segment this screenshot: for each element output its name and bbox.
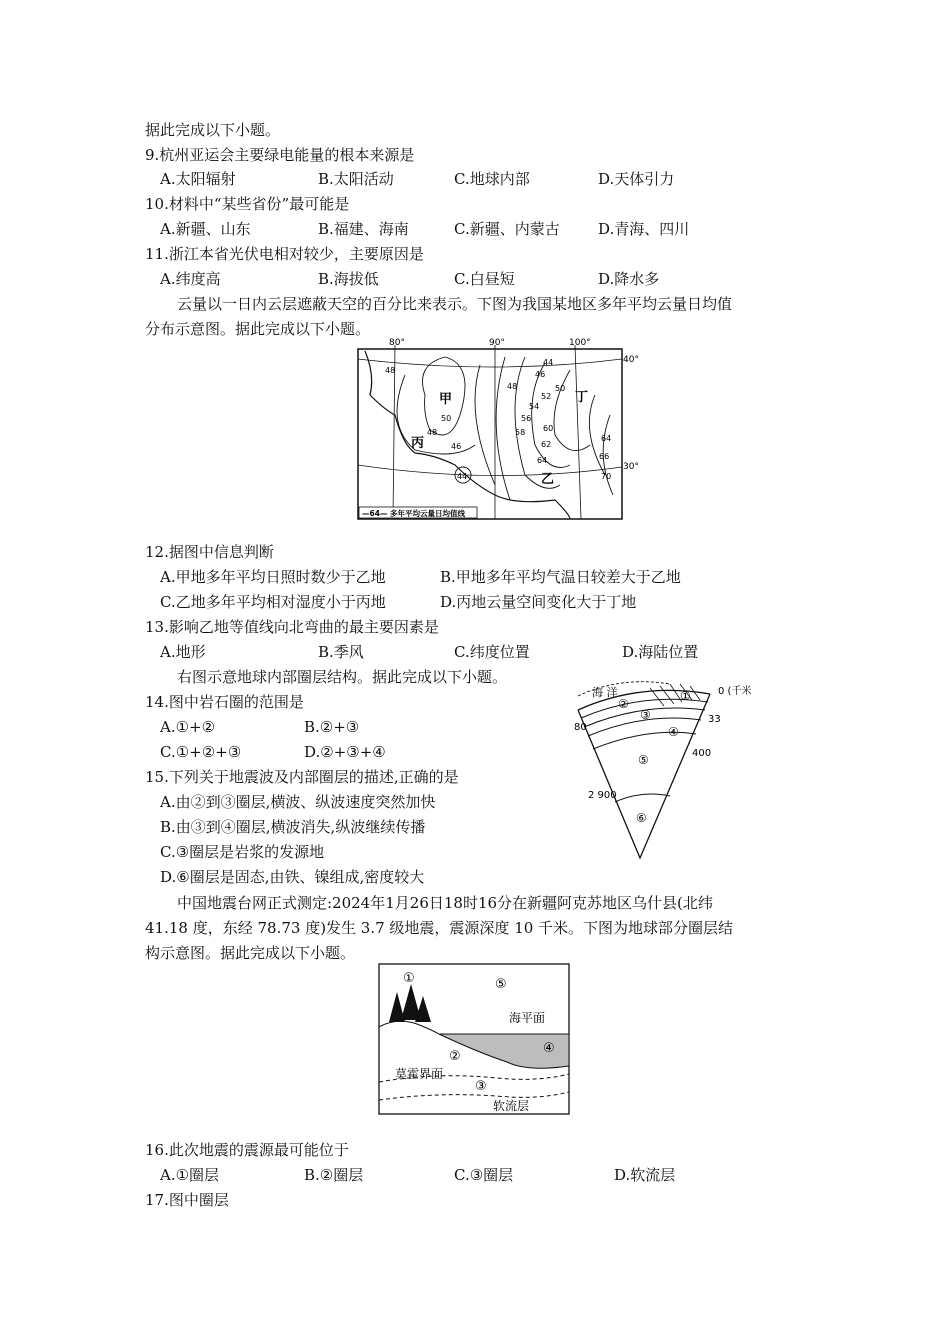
q14-stem: 14.图中岩石圈的范围是 [145,693,304,711]
q14-option-c[interactable]: C.①+②+③ [160,743,242,761]
map-lon-100: 100° [569,338,591,348]
q13-option-d[interactable]: D.海陆位置 [622,643,699,661]
passage4-line2: 41.18 度，东经 78.73 度)发生 3.7 级地震，震源深度 10 千米。下图为地球部分圈层结 [145,919,734,937]
q11-option-a[interactable]: A.纬度高 [160,270,221,288]
passage4-line1: 中国地震台网正式测定:2024年1月26日18时16分在新疆阿克苏地区乌什县(北纬 [177,894,713,912]
depth-80: 80 [574,722,587,733]
q9-option-d[interactable]: D.天体引力 [598,170,675,188]
contour-label: 56 [521,414,532,423]
q17-stem: 17.图中圈层 [145,1191,229,1209]
place-ding: 丁 [575,390,589,405]
depth-33: 33 [708,714,721,725]
q15-option-a[interactable]: A.由②到③圈层,横波、纵波速度突然加快 [160,793,436,811]
map-lat-40: 40° [623,355,639,365]
depth-0: 0 (千米 [718,686,752,697]
q12-option-d[interactable]: D.丙地云量空间变化大于丁地 [440,593,637,611]
q11-option-b[interactable]: B.海拔低 [318,270,379,288]
passage3: 右图示意地球内部圈层结构。据此完成以下小题。 [177,668,508,686]
q15-option-c[interactable]: C.③圈层是岩浆的发源地 [160,843,325,861]
contour-label: 46 [535,370,546,379]
sea-level-label: 海平面 [509,1011,546,1025]
map-lon-80: 80° [389,338,405,348]
q16-option-d[interactable]: D.软流层 [614,1166,676,1184]
map-legend: —64— 多年平均云量日均值线 [362,509,466,518]
earth-layer-5: ⑤ [638,753,649,767]
q12-option-b[interactable]: B.甲地多年平均气温日较差大于乙地 [440,568,681,586]
contour-label: 50 [441,414,452,423]
map-lon-90: 90° [489,338,505,348]
q16-option-a[interactable]: A.①圈层 [160,1166,220,1184]
passage2-line2: 分布示意图。据此完成以下小题。 [145,320,371,338]
q14-option-a[interactable]: A.①+② [160,718,216,736]
crust-layer-1: ① [403,971,415,986]
contour-label: 46 [451,442,462,451]
asthenosphere-label: 软流层 [493,1099,530,1113]
contour-label: 52 [541,392,552,401]
crust-layer-5: ⑤ [495,977,507,992]
earth-interior-diagram [560,672,775,862]
q12-stem: 12.据图中信息判断 [145,543,274,561]
contour-label: 62 [541,440,552,449]
passage2-line1: 云量以一日内云层遮蔽天空的百分比来表示。下图为我国某地区多年平均云量日均值 [177,295,733,313]
q9-stem: 9.杭州亚运会主要绿电能量的根本来源是 [145,146,415,164]
q11-option-d[interactable]: D.降水多 [598,270,660,288]
contour-label: 50 [555,384,566,393]
earth-layer-2: ② [618,697,629,711]
earth-layer-1: ① [680,689,691,703]
contour-label: 44 [457,472,468,481]
q13-option-c[interactable]: C.纬度位置 [454,643,530,661]
q16-option-b[interactable]: B.②圈层 [304,1166,364,1184]
contour-label: 58 [515,428,526,437]
crust-layer-3: ③ [475,1079,487,1094]
crust-section-diagram [377,962,573,1118]
q10-option-c[interactable]: C.新疆、内蒙古 [454,220,560,238]
q13-option-b[interactable]: B.季风 [318,643,364,661]
q15-option-b[interactable]: B.由③到④圈层,横波消失,纵波继续传播 [160,818,426,836]
q14-option-d[interactable]: D.②+③+④ [304,743,386,761]
q11-stem: 11.浙江本省光伏电相对较少，主要原因是 [145,245,424,263]
q11-option-c[interactable]: C.白昼短 [454,270,515,288]
q12-option-c[interactable]: C.乙地多年平均相对湿度小于丙地 [160,593,386,611]
contour-label: 64 [537,456,548,465]
earth-layer-4: ④ [668,725,679,739]
contour-label: 70 [601,472,612,481]
contour-label: 48 [507,382,518,391]
place-yi: 乙 [541,472,555,487]
contour-label: 66 [599,452,610,461]
contour-label: 64 [601,434,612,443]
depth-400: 400 [692,748,712,759]
map-lat-30: 30° [623,462,639,472]
crust-layer-4: ④ [543,1041,555,1056]
q16-option-c[interactable]: C.③圈层 [454,1166,514,1184]
q13-stem: 13.影响乙地等值线向北弯曲的最主要因素是 [145,618,439,636]
intro-tail: 据此完成以下小题。 [145,121,281,139]
q15-option-d[interactable]: D.⑥圈层是固态,由铁、镍组成,密度较大 [160,868,425,886]
earth-layer-6: ⑥ [636,811,647,825]
earth-ocean-label: 海 洋 [592,686,618,699]
contour-label: 54 [529,402,540,411]
place-bing: 丙 [411,436,425,451]
cloud-cover-map [355,335,645,525]
q13-option-a[interactable]: A.地形 [160,643,206,661]
passage4-line3: 构示意图。据此完成以下小题。 [145,944,356,962]
contour-label: 44 [543,358,554,367]
q9-option-b[interactable]: B.太阳活动 [318,170,394,188]
q9-option-a[interactable]: A.太阳辐射 [160,170,236,188]
q10-option-d[interactable]: D.青海、四川 [598,220,690,238]
q16-stem: 16.此次地震的震源最可能位于 [145,1141,349,1159]
depth-2900: 2 900 [588,790,617,801]
crust-layer-2: ② [449,1049,461,1064]
place-jia: 甲 [439,392,453,407]
contour-label: 48 [427,428,438,437]
q12-option-a[interactable]: A.甲地多年平均日照时数少于乙地 [160,568,386,586]
q14-option-b[interactable]: B.②+③ [304,718,360,736]
q9-option-c[interactable]: C.地球内部 [454,170,530,188]
contour-label: 48 [385,366,396,375]
moho-label: 莫霍界面 [395,1067,444,1081]
earth-layer-3: ③ [640,708,651,722]
q15-stem: 15.下列关于地震波及内部圈层的描述,正确的是 [145,768,459,786]
contour-label: 60 [543,424,554,433]
q10-option-b[interactable]: B.福建、海南 [318,220,409,238]
q10-option-a[interactable]: A.新疆、山东 [160,220,251,238]
q10-stem: 10.材料中“某些省份”最可能是 [145,195,350,213]
